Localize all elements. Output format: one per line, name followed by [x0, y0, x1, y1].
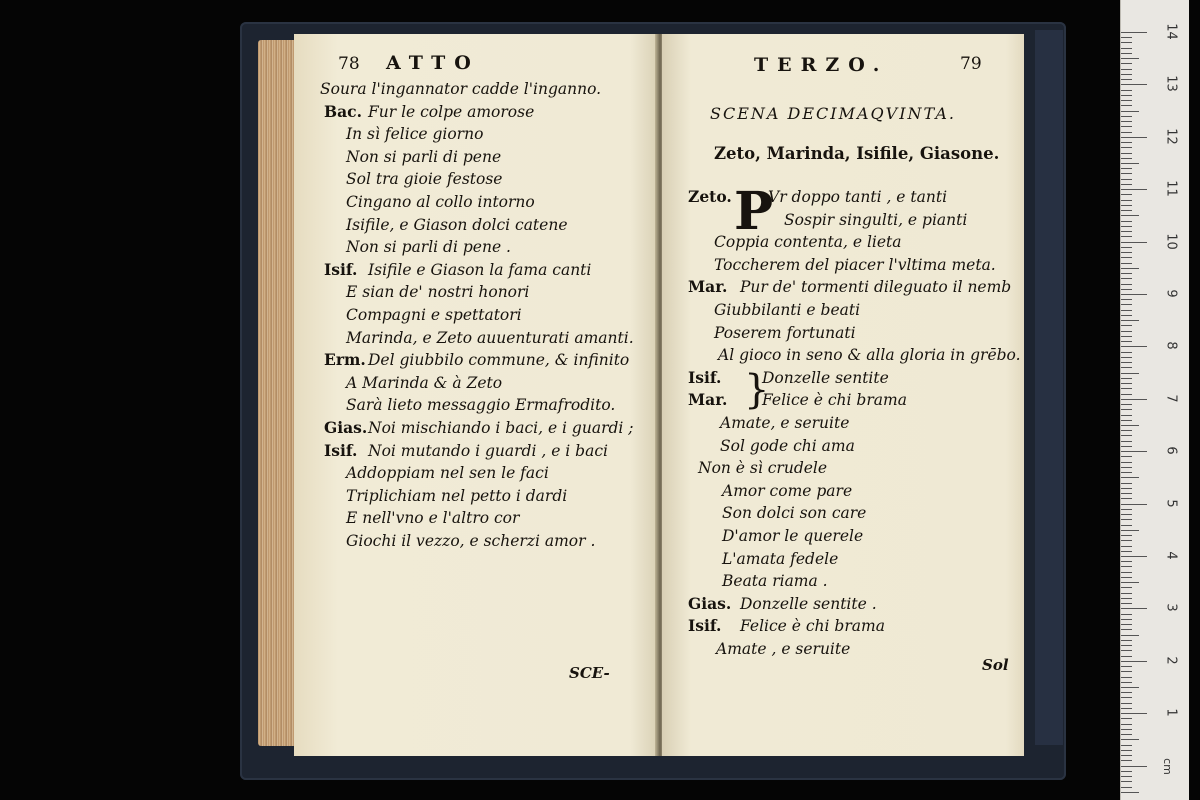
- ruler-tick: [1121, 645, 1132, 646]
- ruler-tick: [1121, 750, 1132, 751]
- ruler-tick: [1121, 58, 1139, 59]
- ruler-tick: [1121, 111, 1139, 112]
- ruler-tick: [1121, 697, 1132, 698]
- verse-line: E nell'vno e l'altro cor: [346, 509, 520, 528]
- verse-line: In sì felice giorno: [346, 125, 484, 144]
- ruler-tick: [1121, 577, 1132, 578]
- verse-line: Sarà lieto messaggio Ermafrodito.: [346, 396, 616, 415]
- ruler-tick: [1121, 483, 1132, 484]
- verse-line: Fur le colpe amorose: [368, 102, 535, 121]
- ruler-tick: [1121, 629, 1132, 630]
- ruler-tick: [1121, 614, 1132, 615]
- ruler-label: 10: [1163, 232, 1179, 250]
- ruler-tick: [1121, 729, 1132, 730]
- measuring-ruler: [1120, 0, 1189, 800]
- drop-cap: P: [734, 181, 774, 242]
- ruler-tick: [1121, 63, 1132, 64]
- ruler-tick: [1121, 194, 1132, 195]
- verse-line: Triplichiam nel petto i dardi: [346, 486, 568, 505]
- ruler-unit: cm: [1160, 758, 1174, 775]
- ruler-tick: [1121, 776, 1132, 777]
- verse-line: Non si parli di pene: [346, 147, 502, 166]
- brace-icon: }: [744, 367, 770, 413]
- verse-line: Marinda, e Zeto auuenturati amanti.: [346, 328, 634, 347]
- speaker-label: Zeto.: [688, 187, 732, 206]
- ruler-tick: [1121, 325, 1132, 326]
- verse-line: Noi mutando i guardi , e i baci: [368, 441, 608, 460]
- ruler-tick: [1121, 787, 1132, 788]
- ruler-tick: [1121, 273, 1132, 274]
- ruler-tick: [1121, 153, 1132, 154]
- ruler-tick: [1121, 257, 1132, 258]
- ruler-label: 13: [1163, 75, 1179, 93]
- ruler-tick: [1121, 231, 1132, 232]
- ruler-tick: [1121, 713, 1147, 714]
- ruler-tick: [1121, 147, 1132, 148]
- verse-line: Felice è chi brama: [762, 391, 907, 410]
- verse-line: Poserem fortunati: [714, 323, 856, 342]
- speaker-label: Mar.: [688, 277, 728, 297]
- ruler-tick: [1121, 739, 1139, 740]
- verse-line: Sol gode chi ama: [720, 436, 855, 455]
- speaker-label: Isif.: [688, 616, 722, 636]
- ruler-tick: [1121, 179, 1132, 180]
- ruler-tick: [1121, 352, 1132, 353]
- ruler-tick: [1121, 242, 1147, 243]
- speaker-label: Bac.: [324, 101, 362, 121]
- ruler-tick: [1121, 692, 1132, 693]
- left-page: [294, 34, 659, 756]
- verse-line: Soura l'ingannator cadde l'inganno.: [320, 80, 602, 98]
- ruler-tick: [1121, 467, 1132, 468]
- ruler-tick: [1121, 200, 1132, 201]
- ruler-tick: [1121, 210, 1132, 211]
- speaker-label: Isif.: [324, 259, 358, 279]
- verse-line: Felice è chi brama: [740, 617, 885, 636]
- speaker-label: Isif.: [688, 367, 722, 387]
- ruler-tick: [1121, 84, 1147, 85]
- ruler-label: 12: [1163, 128, 1179, 145]
- ruler-tick: [1121, 792, 1139, 793]
- ruler-tick: [1121, 724, 1132, 725]
- ruler-tick: [1121, 766, 1147, 767]
- ruler-tick: [1121, 284, 1132, 285]
- verse-line: Beata riama .: [722, 572, 828, 591]
- verse-line: Son dolci son care: [722, 504, 867, 523]
- ruler-tick: [1121, 745, 1132, 746]
- ruler-tick: [1121, 477, 1139, 478]
- ruler-tick: [1121, 37, 1132, 38]
- ruler-tick: [1121, 367, 1132, 368]
- ruler-tick: [1121, 236, 1132, 237]
- ruler-tick: [1121, 582, 1139, 583]
- ruler-tick: [1121, 509, 1132, 510]
- ruler-tick: [1121, 226, 1132, 227]
- ruler-tick: [1121, 781, 1132, 782]
- ruler-tick: [1121, 221, 1132, 222]
- verse-line: Donzelle sentite: [762, 368, 889, 387]
- ruler-tick: [1121, 252, 1132, 253]
- ruler-tick: [1121, 451, 1147, 452]
- ruler-tick: [1121, 771, 1132, 772]
- ruler-tick: [1121, 546, 1132, 547]
- ruler-tick: [1121, 446, 1132, 447]
- ruler-tick: [1121, 561, 1132, 562]
- ruler-tick: [1121, 132, 1132, 133]
- ruler-tick: [1121, 640, 1132, 641]
- ruler-tick: [1121, 278, 1132, 279]
- catchword: Sol: [982, 656, 1009, 674]
- verse-line: A Marinda & à Zeto: [346, 373, 503, 392]
- verse-line: Donzelle sentite .: [740, 594, 877, 613]
- ruler-tick: [1121, 687, 1139, 688]
- ruler-tick: [1121, 619, 1132, 620]
- ruler-tick: [1121, 661, 1147, 662]
- ruler-tick: [1121, 420, 1132, 421]
- cast-list: Zeto, Marinda, Isifile, Giasone.: [714, 144, 1000, 163]
- ruler-tick: [1121, 79, 1132, 80]
- ruler-tick: [1121, 572, 1132, 573]
- ruler-tick: [1121, 189, 1147, 190]
- ruler-tick: [1121, 142, 1132, 143]
- cover-edge: [1035, 30, 1063, 745]
- verse-line: Coppia contenta, e lieta: [714, 233, 902, 252]
- ruler-label: 14: [1163, 23, 1179, 40]
- ruler-tick: [1121, 378, 1132, 379]
- verse-line: Al gioco in seno & alla gloria in grēbo.: [718, 346, 1021, 365]
- ruler-tick: [1121, 299, 1132, 300]
- ruler-tick: [1121, 671, 1132, 672]
- verse-line: Cingano al collo intorno: [346, 193, 535, 211]
- ruler-tick: [1121, 362, 1132, 363]
- ruler-label: 6: [1163, 446, 1179, 455]
- ruler-tick: [1121, 593, 1132, 594]
- verse-line: D'amor le querele: [722, 527, 864, 545]
- ruler-tick: [1121, 331, 1132, 332]
- ruler-tick: [1121, 74, 1132, 75]
- ruler-tick: [1121, 504, 1147, 505]
- ruler-tick: [1121, 760, 1132, 761]
- verse-line: L'amata fedele: [722, 549, 839, 568]
- ruler-label: 7: [1163, 394, 1179, 403]
- ruler-tick: [1121, 598, 1132, 599]
- ruler-tick: [1121, 315, 1132, 316]
- speaker-label: Mar.: [688, 390, 728, 410]
- ruler-tick: [1121, 472, 1132, 473]
- ruler-tick: [1121, 263, 1132, 264]
- ruler-tick: [1121, 514, 1132, 515]
- running-head: TERZO.: [754, 54, 889, 76]
- ruler-tick: [1121, 158, 1132, 159]
- ruler-tick: [1121, 540, 1132, 541]
- ruler-tick: [1121, 608, 1147, 609]
- speaker-label: Isif.: [324, 440, 358, 460]
- ruler-tick: [1121, 268, 1139, 269]
- ruler-tick: [1121, 205, 1132, 206]
- ruler-tick: [1121, 488, 1132, 489]
- ruler-tick: [1121, 346, 1147, 347]
- ruler-tick: [1121, 734, 1132, 735]
- ruler-tick: [1121, 53, 1132, 54]
- ruler-label: 1: [1163, 708, 1179, 717]
- verse-line: Giubbilanti e beati: [714, 301, 861, 319]
- ruler-tick: [1121, 168, 1132, 169]
- scene-title: SCENA DECIMAQVINTA.: [710, 104, 956, 123]
- ruler-tick: [1121, 587, 1132, 588]
- verse-line: Amate, e seruite: [720, 414, 850, 432]
- ruler-tick: [1121, 95, 1132, 96]
- ruler-tick: [1121, 435, 1132, 436]
- ruler-tick: [1121, 310, 1132, 311]
- verse-line: Giochi il vezzo, e scherzi amor .: [346, 532, 596, 550]
- ruler-tick: [1121, 48, 1132, 49]
- ruler-tick: [1121, 425, 1139, 426]
- ruler-tick: [1121, 462, 1132, 463]
- ruler-tick: [1121, 755, 1132, 756]
- ruler-tick: [1121, 173, 1132, 174]
- speaker-label: Gias.: [688, 593, 732, 613]
- verse-line: Toccherem del piacer l'vltima meta.: [714, 255, 996, 274]
- ruler-label: 3: [1163, 603, 1179, 613]
- ruler-label: 4: [1163, 551, 1179, 560]
- verse-line: Noi mischiando i baci, e i guardi ;: [368, 419, 634, 437]
- ruler-tick: [1121, 656, 1132, 657]
- verse-line: Isifile, e Giason dolci catene: [346, 215, 568, 234]
- ruler-tick: [1121, 184, 1132, 185]
- ruler-tick: [1121, 163, 1139, 164]
- speaker-label: Gias.: [324, 418, 368, 437]
- ruler-tick: [1121, 525, 1132, 526]
- ruler-tick: [1121, 121, 1132, 122]
- verse-line: Addoppiam nel sen le faci: [346, 464, 549, 483]
- ruler-tick: [1121, 90, 1132, 91]
- ruler-tick: [1121, 551, 1132, 552]
- ruler-tick: [1121, 703, 1132, 704]
- running-head: ATTO: [386, 52, 480, 74]
- ruler-tick: [1121, 682, 1132, 683]
- ruler-tick: [1121, 556, 1147, 557]
- ruler-tick: [1121, 304, 1132, 305]
- right-page: [662, 34, 1024, 756]
- page-number: 78: [338, 54, 360, 74]
- verse-line: Vr doppo tanti , e tanti: [768, 188, 948, 206]
- ruler-tick: [1121, 708, 1132, 709]
- ruler-tick: [1121, 535, 1132, 536]
- catchword: SCE-: [569, 664, 610, 682]
- ruler-tick: [1121, 415, 1132, 416]
- ruler-tick: [1121, 383, 1132, 384]
- verse-line: Sol tra gioie festose: [346, 170, 503, 189]
- ruler-tick: [1121, 373, 1139, 374]
- verse-line: E sian de' nostri honori: [346, 283, 530, 302]
- ruler-tick: [1121, 215, 1139, 216]
- ruler-tick: [1121, 394, 1132, 395]
- verse-line: Del giubbilo commune, & infinito: [368, 351, 630, 370]
- ruler-tick: [1121, 399, 1147, 400]
- ruler-tick: [1121, 666, 1132, 667]
- ruler-label: 5: [1163, 498, 1179, 508]
- ruler-tick: [1121, 357, 1132, 358]
- ruler-label: 2: [1163, 656, 1179, 665]
- ruler-tick: [1121, 105, 1132, 106]
- ruler-tick: [1121, 100, 1132, 101]
- ruler-tick: [1121, 32, 1147, 33]
- ruler-tick: [1121, 289, 1132, 290]
- speaker-label: Erm.: [324, 350, 366, 370]
- ruler-tick: [1121, 42, 1132, 43]
- verse-line: Non è sì crudele: [698, 459, 828, 478]
- ruler-tick: [1121, 137, 1147, 138]
- ruler-tick: [1121, 116, 1132, 117]
- verse-line: Non si parli di pene .: [346, 238, 511, 257]
- ruler-tick: [1121, 603, 1132, 604]
- ruler-tick: [1121, 493, 1132, 494]
- page-number: 79: [960, 54, 982, 74]
- ruler-tick: [1121, 341, 1132, 342]
- verse-line: Compagni e spettatori: [346, 306, 522, 324]
- ruler-tick: [1121, 635, 1139, 636]
- ruler-tick: [1121, 430, 1132, 431]
- ruler-tick: [1121, 566, 1132, 567]
- ruler-tick: [1121, 530, 1139, 531]
- ruler-tick: [1121, 718, 1132, 719]
- ruler-tick: [1121, 336, 1132, 337]
- verse-line: Pur de' tormenti dileguato il nemb: [740, 278, 1012, 297]
- ruler-tick: [1121, 388, 1132, 389]
- ruler-tick: [1121, 247, 1132, 248]
- ruler-tick: [1121, 320, 1139, 321]
- ruler-tick: [1121, 441, 1132, 442]
- ruler-tick: [1121, 126, 1132, 127]
- ruler-label: 8: [1163, 341, 1179, 351]
- ruler-tick: [1121, 624, 1132, 625]
- ruler-label: 9: [1163, 289, 1179, 298]
- ruler-label: 11: [1163, 180, 1179, 197]
- ruler-tick: [1121, 456, 1132, 457]
- ruler-tick: [1121, 409, 1132, 410]
- verse-line: Amate , e seruite: [716, 640, 851, 658]
- ruler-tick: [1121, 294, 1147, 295]
- ruler-tick: [1121, 498, 1132, 499]
- verse-line: Sospir singulti, e pianti: [784, 210, 968, 229]
- verse-line: Amor come pare: [722, 481, 853, 500]
- verse-line: Isifile e Giason la fama canti: [368, 260, 592, 279]
- ruler-tick: [1121, 69, 1132, 70]
- ruler-tick: [1121, 650, 1132, 651]
- ruler-tick: [1121, 519, 1132, 520]
- ruler-tick: [1121, 677, 1132, 678]
- ruler-tick: [1121, 404, 1132, 405]
